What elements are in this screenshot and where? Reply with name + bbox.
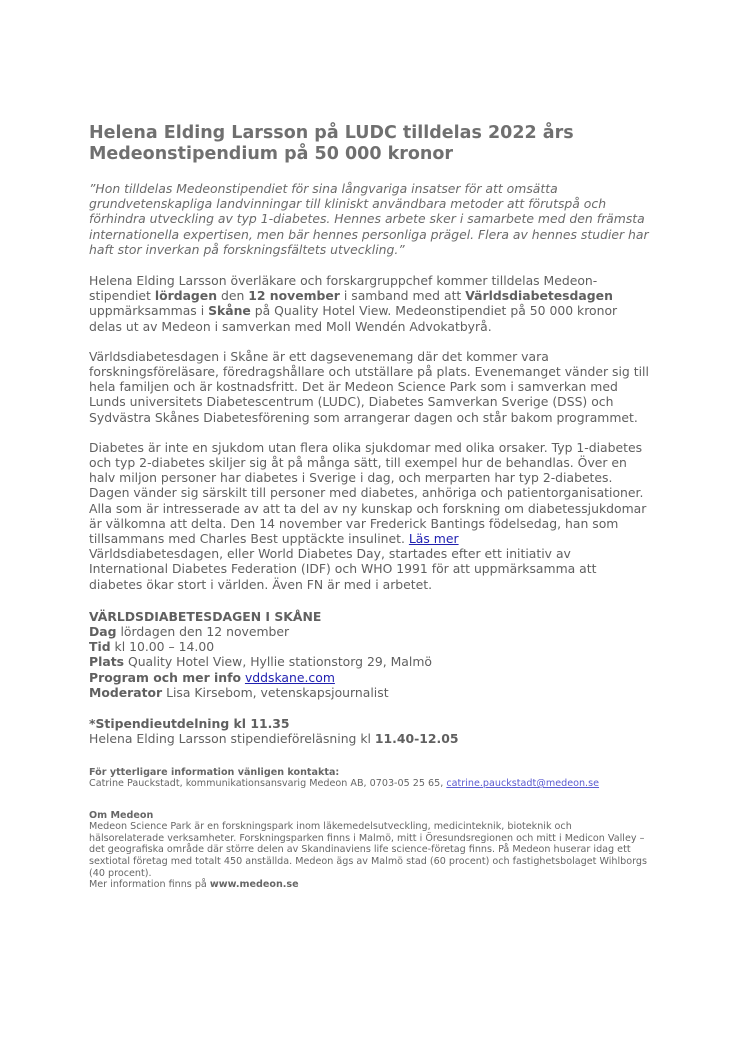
about-text: Medeon Science Park är en forskningspark inom läkemedelsutveckling, medicinteknik, bioteknik och hälsorelaterade verksamheter. Forskningsparken finns i Malmö, mitt i Öresundsregionen och mitt i Medicon Valley – det geografiska område där större delen av Skandinaviens life science-företag finns. På Medeon huserar idag ett sextiotal företag med totalt 450 anställda. Medeon ägs av Malmö stad (60 procent) och fastighetsbolaget Wihlborgs (40 procent).	[89, 821, 647, 879]
event-time: Tid kl 10.00 – 14.00	[89, 639, 215, 655]
about-heading: Om Medeon	[89, 809, 154, 821]
intro-paragraph: Helena Elding Larsson överläkare och forskargruppchef kommer tilldelas Medeon-stipendiet lördagen den 12 november i samband med att Världsdiabetesdagen uppmärksammas i Skåne på Quality Hotel View. Medeonstipendiet på 50 000 kronor delas ut av Medeon i samverkan med Moll Wendén Advokatbyrå.	[89, 273, 618, 334]
program-link[interactable]: vddskane.com	[244, 669, 335, 685]
about-section: Om Medeon Medeon Science Park är en forskningspark inom läkemedelsutveckling, medicinteknik, bioteknik och hälsorelaterade verksamheter. Forskningsparken finns i Malmö, mitt i Öresundsregionen och mitt i Medicon Valley – det geografiska område där större delen av Skandinaviens life science-företag finns. På Medeon huserar idag ett sextiotal företag med totalt 450 anställda. Medeon ägs av Malmö stad (60 procent) och fastighetsbolaget Wihlborgs (40 procent). Mer information finns på www.medeon.se	[89, 809, 647, 891]
read-more-link[interactable]: Läs mer	[408, 531, 459, 547]
event-day: Dag lördagen den 12 november	[89, 624, 290, 640]
quote-paragraph: ”Hon tilldelas Medeonstipendiet för sina långvariga insatser för att omsätta grundvetenskapliga landvinningar till kliniskt användbara metoder att förutspå och förhindra utveckling av typ 1-diabetes. Hennes arbete sker i samarbete med den främsta internationella expertisen, men bär hennes personliga prägel. Flera av hennes studier har haft stor inverkan på forskningsfältets utveckling.”	[89, 181, 649, 257]
page-title: Helena Elding Larsson på LUDC tilldelas 2022 års Medeonstipendium på 50 000 kronor	[89, 123, 574, 164]
event-heading: VÄRLDSDIABETESDAGEN I SKÅNE	[89, 608, 322, 624]
stipend-lecture: Helena Elding Larsson stipendieföreläsning kl 11.40-12.05	[89, 731, 459, 747]
event-program: Program och mer info vddskane.com	[89, 669, 335, 685]
press-release	[89, 123, 649, 891]
event-details	[89, 609, 649, 700]
contact-email-link[interactable]: catrine.pauckstadt@medeon.se	[446, 778, 600, 790]
event-moderator: Moderator Lisa Kirsebom, vetenskapsjournalist	[89, 684, 389, 700]
event-place: Plats Quality Hotel View, Hyllie stationstorg 29, Malmö	[89, 654, 432, 670]
stipend-schedule	[89, 716, 649, 746]
contact-heading: För ytterligare information vänligen kontakta:	[89, 766, 340, 778]
event-description-paragraph: Världsdiabetesdagen i Skåne är ett dagsevenemang där det kommer vara forskningsföreläsare, föredragshållare och utställare på plats. Evenemanget vänder sig till hela familjen och är kostnadsfritt. Det är Medeon Science Park som i samverkan med Lunds universitets Diabetescentrum (LUDC), Diabetes Samverkan Sverige (DSS) och Sydvästra Skånes Diabetesförening som arrangerar dagen och står bakom programmet.	[89, 348, 649, 425]
contact-section: För ytterligare information vänligen kontakta: Catrine Pauckstadt, kommunikationsansvarig Medeon AB, 0703-05 25 65, catrine.pauckstadt@medeon.se	[89, 767, 649, 790]
diabetes-paragraph: Diabetes är inte en sjukdom utan flera olika sjukdomar med olika orsaker. Typ 1-diabetes och typ 2-diabetes skiljer sig åt på många sätt, till exempel hur de behandlas. Över en halv miljon personer har diabetes i Sverige i dag, och merparten har typ 2-diabetes. Dagen vänder sig särskilt till personer med diabetes, anhöriga och patientorganisationer. Alla som är intresserade av att ta del av ny kunskap och forskning om diabetessjukdomar är välkomna att delta. Den 14 november var Frederick Bantings födelsedag, han som tillsammans med Charles Best upptäckte insulinet. Läs mer Världsdiabetesdagen, eller World Diabetes Day, startades efter ett initiativ av International Diabetes Federation (IDF) och WHO 1991 för att uppmärksamma att diabetes ökar stort i världen. Även FN är med i arbetet.	[89, 439, 647, 592]
website-text: www.medeon.se	[209, 879, 299, 891]
stipend-ceremony: *Stipendieutdelning kl 11.35	[89, 716, 290, 732]
